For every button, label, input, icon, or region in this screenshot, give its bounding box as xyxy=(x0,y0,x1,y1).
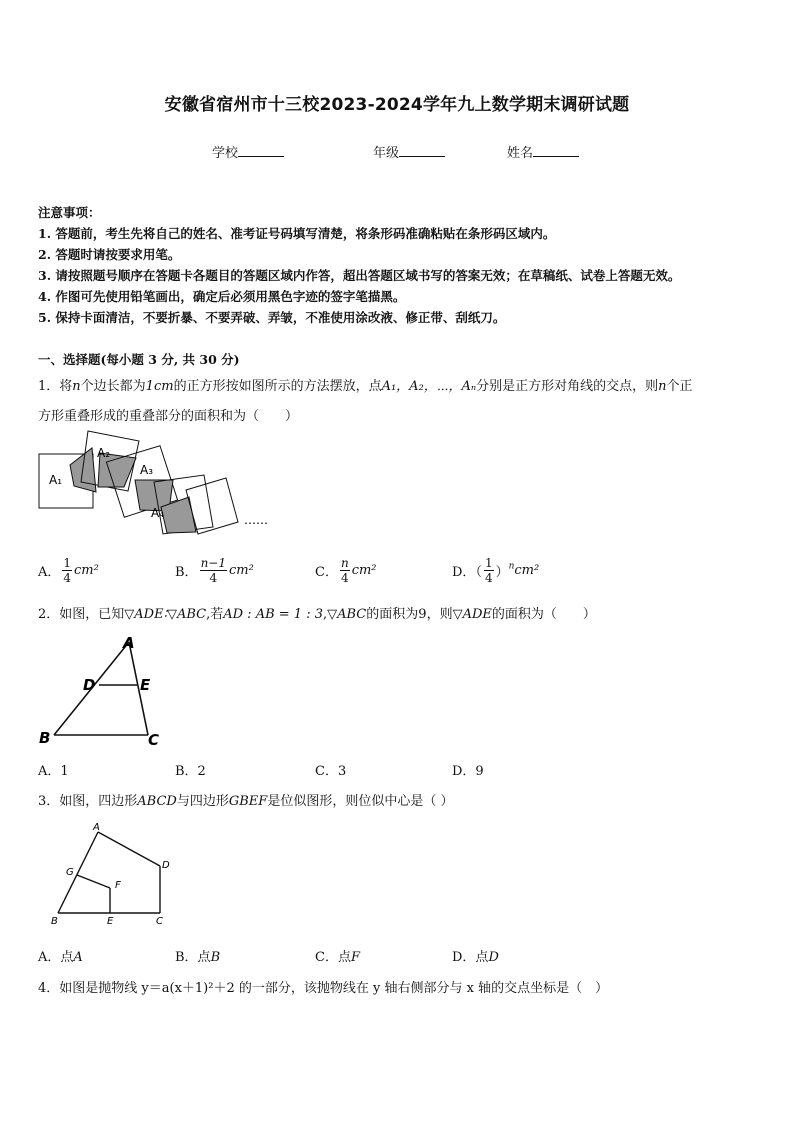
page-title: 安徽省宿州市十三校2023-2024学年九上数学期末调研试题 xyxy=(164,95,630,115)
notes-heading: 注意事项： xyxy=(38,205,101,220)
q1-line2: 方形重叠形成的重叠部分的面积和为（ ） xyxy=(38,409,299,424)
q3-label-c: C xyxy=(156,916,163,927)
q1-option-c: C． $\frac{n}{4}$ cm² xyxy=(315,556,377,585)
q3-label-g: G xyxy=(66,867,74,878)
q3-homothety-figure xyxy=(46,818,186,930)
label-a3: A₃ xyxy=(140,463,154,477)
q2-label-e: E xyxy=(140,676,151,694)
name-blank xyxy=(533,144,579,157)
q4-text: 4．如图是抛物线 y＝a(x＋1)²＋2 的一部分，该抛物线在 y 轴右侧部分与 x 轴的交点坐标是（ ） xyxy=(38,981,609,996)
q1-option-d: D．（ $\frac{1}{4}$ ）$^n$cm² xyxy=(452,556,540,585)
q2-label-d: D xyxy=(83,676,96,694)
q3-label-a: A xyxy=(93,822,100,833)
label-a2: A₂ xyxy=(97,446,111,460)
note-item: 1. 答题前，考生先将自己的姓名、准考证号码填写清楚，将条形码准确粘贴在条形码区域内。 xyxy=(38,226,556,241)
q3-label-e: E xyxy=(107,916,114,927)
continuation-dots: …… xyxy=(244,513,268,527)
note-item: 4. 作图可先使用铅笔画出，确定后必须用黑色字迹的签字笔描黑。 xyxy=(38,289,406,304)
section-heading: 一、选择题(每小题 3 分, 共 30 分) xyxy=(38,352,240,367)
q1-squares-figure xyxy=(36,430,276,555)
q3-text: 3．如图，四边形ABCD与四边形GBEF是位似图形，则位似中心是（ ） xyxy=(38,794,454,809)
q2-option-b: B．2 xyxy=(175,764,206,779)
q2-label-b: B xyxy=(39,729,51,747)
q2-option-a: A．1 xyxy=(38,764,69,779)
note-item: 2. 答题时请按要求用笔。 xyxy=(38,247,181,262)
q1-line1: 1．将n个边长都为1cm的正方形按如图所示的方法摆放，点A₁，A₂，⋯，Aₙ分别是正方形对角线的交点，则n个正 xyxy=(38,379,693,394)
label-a1: A₁ xyxy=(49,473,63,487)
q3-option-b: B．点B xyxy=(175,950,221,965)
q3-label-d: D xyxy=(162,860,170,871)
q1-option-a: A． $\frac{1}{4}$ cm² xyxy=(38,556,99,585)
label-a4: A₄ xyxy=(151,506,165,520)
school-field xyxy=(212,142,284,161)
q2-label-a: A xyxy=(123,634,135,652)
note-item: 5. 保持卡面清洁，不要折暴、不要弄破、弄皱，不准使用涂改液、修正带、刮纸刀。 xyxy=(38,310,506,325)
q2-text: 2．如图，已知▽ADE∶▽ABC,若AD : AB = 1 : 3,▽ABC的面积为9，则▽ADE的面积为（ ） xyxy=(38,607,596,622)
q3-option-c: C．点F xyxy=(315,950,360,965)
school-label: 学校 xyxy=(212,146,239,161)
grade-blank xyxy=(399,144,445,157)
q3-option-d: D．点D xyxy=(452,950,499,965)
q2-option-d: D．9 xyxy=(452,764,484,779)
q1-option-b: B． $\frac{n-1}{4}$ cm² xyxy=(175,556,254,585)
q2-triangle-figure xyxy=(36,632,176,752)
q2-label-c: C xyxy=(148,731,160,749)
q3-label-f: F xyxy=(115,880,121,891)
note-item: 3. 请按照题号顺序在答题卡各题目的答题区域内作答，超出答题区域书写的答案无效；在草稿纸、试卷上答题无效。 xyxy=(38,268,681,283)
name-label: 姓名 xyxy=(507,146,534,161)
school-blank xyxy=(238,144,284,157)
q3-label-b: B xyxy=(51,916,58,927)
name-field xyxy=(507,142,579,161)
q2-option-c: C．3 xyxy=(315,764,347,779)
grade-field xyxy=(373,142,445,161)
q3-option-a: A．点A xyxy=(38,950,83,965)
grade-label: 年级 xyxy=(373,146,400,161)
